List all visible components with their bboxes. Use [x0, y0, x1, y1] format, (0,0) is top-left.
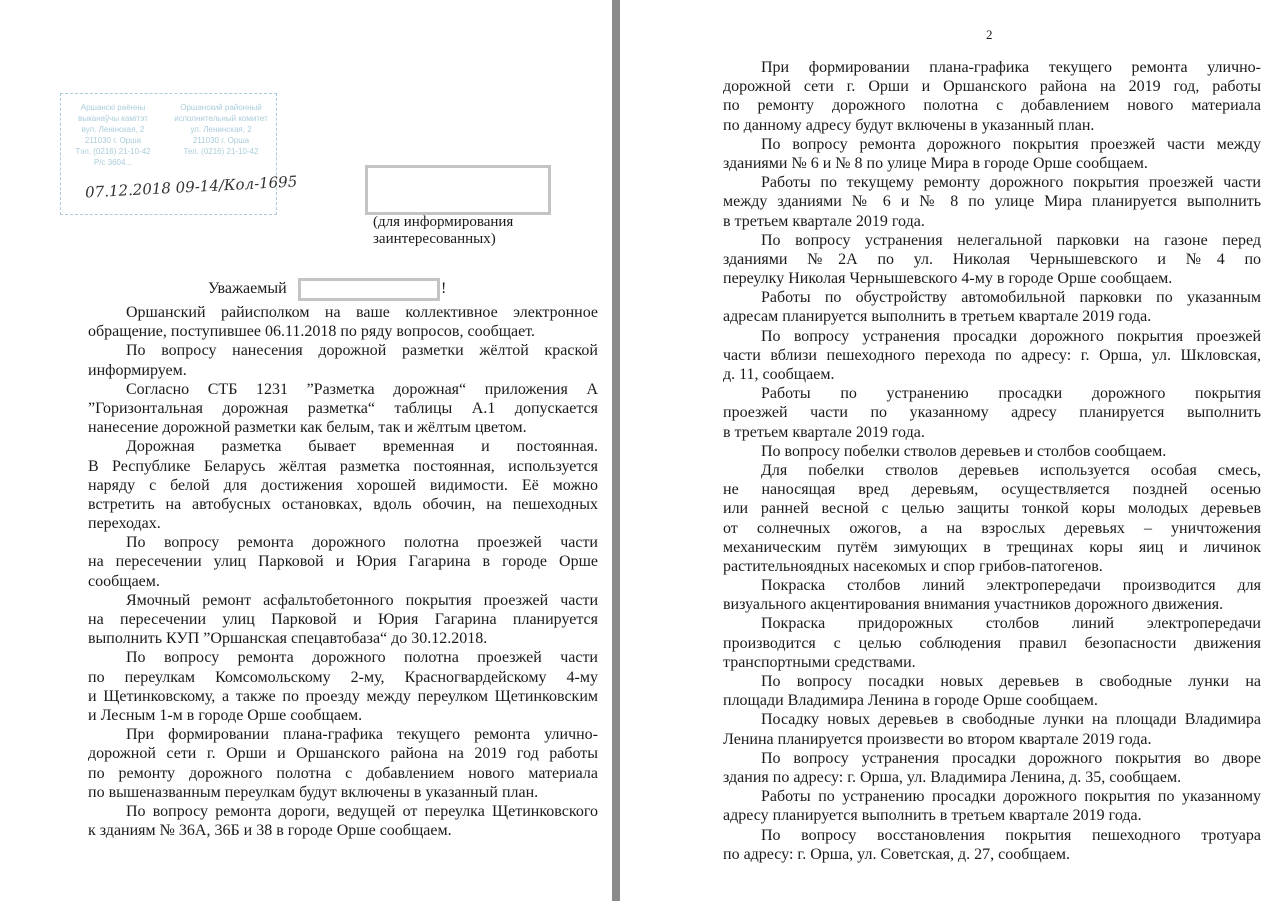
paragraph	[88, 533, 598, 591]
text-line: адресу планируется выполнить в третьем квартале 2019 года.	[723, 807, 1142, 825]
text-line: наряду с белой для достижения хорошей видимости. Её можно	[88, 476, 598, 494]
text-line: по ремонту дорожного полотна с добавлением нового материала	[88, 764, 598, 782]
document-page-1	[0, 0, 612, 901]
recipient-note-line: заинтересованных)	[373, 231, 496, 247]
paragraph	[723, 710, 1261, 748]
text-line: Работы по устранению просадки дорожного покрытия по указанному	[761, 788, 1261, 806]
text-line: Согласно СТБ 1231 ”Разметка дорожная“ приложения А	[126, 380, 598, 398]
text-line: По вопросу устранения просадки дорожного покрытия во дворе	[761, 749, 1261, 767]
text-line: от солнечных ожогов, а на взрослых деревьях – уничтожения	[723, 519, 1261, 537]
paragraph	[723, 461, 1261, 576]
text-line: ”Горизонтальная дорожная разметка“ таблицы А.1 допускается	[88, 399, 598, 417]
text-line: переходах.	[88, 515, 161, 533]
greeting: Уважаемый	[208, 280, 287, 297]
text-line: адресам планируется выполнить в третьем квартале 2019 года.	[723, 308, 1152, 326]
text-line: По вопросу посадки новых деревьев в свободные лунки на	[761, 673, 1261, 690]
text-line: Дорожная разметка бывает временная и постоянная.	[126, 438, 598, 456]
paragraph	[723, 231, 1261, 289]
stamp-left-column	[63, 102, 163, 168]
greeting-end: !	[441, 280, 447, 297]
text-line: Покраска придорожных столбов линий электропередачи	[761, 615, 1261, 633]
text-line: проезжей части по указанному адресу планируется выполнить	[723, 404, 1261, 422]
paragraph	[723, 173, 1261, 231]
page-number: 2	[986, 27, 993, 42]
text-line: По вопросу устранения просадки дорожного покрытия проезжей	[761, 327, 1261, 345]
text-line: на пересечении улиц Парковой и Юрия Гагарина в городе Орше	[88, 553, 598, 571]
paragraph	[723, 826, 1261, 864]
paragraph	[88, 725, 598, 802]
text-line: транспортными средствами.	[723, 653, 916, 671]
text-line: При формировании плана-графика текущего ремонта улично-	[761, 59, 1261, 76]
redacted-recipient-name	[298, 278, 440, 301]
text-line: По вопросу восстановления покрытия пешеходного тротуара	[761, 826, 1261, 844]
text-line: В Республике Беларусь жёлтая разметка постоянная, используется	[88, 457, 598, 475]
text-line: зданиями №2А по ул. Николая Чернышевского и №4 по	[723, 250, 1261, 268]
paragraph	[723, 787, 1261, 825]
text-line: выполнить КУП ”Оршанская спецавтобаза“ до 30.12.2018.	[88, 630, 488, 648]
paragraph	[723, 749, 1261, 787]
text-line: Оршанский райисполком на ваше коллективное электронное	[126, 304, 598, 321]
paragraph	[723, 614, 1261, 672]
paragraph	[723, 135, 1261, 173]
text-line: растительноядных насекомых и спор грибов-патогенов.	[723, 557, 1103, 575]
text-line: По вопросу ремонта дорожного покрытия проезжей части между	[761, 135, 1261, 153]
stamp-line: выканаўчы камітэт	[78, 114, 148, 123]
paragraph	[723, 327, 1261, 385]
text-line: по адресу: г. Орша, ул. Советская, д. 27, сообщаем.	[723, 845, 1070, 863]
text-line: дорожной сети г. Орши и Оршанского района на 2019 год работы	[88, 745, 598, 763]
paragraph	[723, 288, 1261, 326]
text-line: По вопросу устранения нелегальной парковки на газоне перед	[761, 231, 1261, 249]
letter-body	[88, 303, 598, 840]
text-line: по переулкам Комсомольскому 2-му, Красногвардейскому 4-му	[88, 668, 598, 686]
text-line: в третьем квартале 2019 года.	[723, 423, 925, 441]
text-line: дорожной сети г. Орши и Оршанского района на 2019 год, работы	[723, 78, 1261, 96]
text-line: по данному адресу будут включены в указанный план.	[723, 116, 1095, 134]
text-line: не наносящая вред деревьям, осуществляется поздней осенью	[723, 481, 1261, 499]
stamp-line: 211030 г. Орша	[84, 136, 142, 145]
text-line: При формировании плана-графика текущего ремонта улично-	[126, 726, 598, 744]
document-page-2	[620, 0, 1280, 901]
paragraph	[88, 380, 598, 438]
stamp-line: Тел. (0216) 21-10-42	[183, 147, 259, 156]
text-line: в третьем квартале 2019 года.	[723, 212, 925, 230]
recipient-note-line: (для информирования	[373, 214, 514, 230]
paragraph	[723, 58, 1261, 135]
stamp-right-column	[171, 102, 271, 157]
text-line: По вопросу ремонта дорожного полотна проезжей части	[126, 649, 598, 667]
text-line: По вопросу ремонта дорожного полотна проезжей части	[126, 534, 598, 552]
paragraph	[723, 576, 1261, 614]
text-line: между зданиями № 6 и № 8 по улице Мира планируется выполнить	[723, 193, 1261, 211]
paragraph	[88, 437, 598, 533]
text-line: Работы по обустройству автомобильной парковки по указанным	[761, 289, 1261, 307]
text-line: Ямочный ремонт асфальтобетонного покрытия проезжей части	[126, 591, 598, 609]
text-line: к зданиям № 36А, 36Б и 38 в городе Орше сообщаем.	[88, 822, 452, 840]
stamp-line: ул. Ленинская, 2	[190, 125, 252, 134]
text-line: визуального акцентирования внимания участников дорожного движения.	[723, 596, 1224, 614]
paragraph	[88, 648, 598, 725]
text-line: Для побелки стволов деревьев используется особая смесь,	[761, 461, 1261, 479]
paragraph	[88, 802, 598, 840]
paragraph	[88, 591, 598, 649]
text-line: нанесение дорожной разметки как белым, так и жёлтым цветом.	[88, 419, 527, 437]
text-line: части вблизи пешеходного перехода по адресу: г. Орша, ул. Шкловская,	[723, 346, 1261, 364]
letter-body-continued	[723, 58, 1261, 864]
text-line: информируем.	[88, 361, 187, 379]
stamp-line: вул. Ленінская, 2	[81, 125, 145, 134]
text-line: Работы по устранению просадки дорожного покрытия	[761, 385, 1261, 403]
text-line: площади Владимира Ленина в городе Орше сообщаем.	[723, 692, 1098, 710]
text-line: По вопросу ремонта дороги, ведущей от переулка Щетинковского	[126, 802, 598, 820]
text-line: переулку Николая Чернышевского 4-му в городе Орше сообщаем.	[723, 270, 1173, 288]
handwritten-registration-number: 07.12.2018 09-14/Кол-1695	[84, 172, 298, 202]
text-line: Посадку новых деревьев в свободные лунки на площади Владимира	[761, 711, 1261, 729]
text-line: встретить на автобусных остановках, вдоль обочин, на пешеходных	[88, 495, 598, 513]
text-line: зданиями № 6 и № 8 по улице Мира в городе Орше сообщаем.	[723, 154, 1148, 172]
text-line: Покраска столбов линий электропередачи производится для	[761, 577, 1261, 595]
text-line: Работы по текущему ремонту дорожного покрытия проезжей части	[761, 174, 1261, 192]
paragraph	[723, 384, 1261, 442]
text-line: обращение, поступившее 06.11.2018 по ряду вопросов, сообщает.	[88, 323, 536, 341]
stamp-line: Оршанский районный	[180, 103, 262, 112]
stamp-line: Р/с 3604...	[93, 158, 133, 167]
stamp-line: 211030 г. Орша	[192, 136, 250, 145]
stamp-line: Аршанскі раённы	[80, 103, 146, 112]
paragraph	[723, 672, 1261, 710]
redacted-recipient-address	[365, 165, 551, 215]
text-line: на пересечении улиц Парковой и Юрия Гагарина планируется	[88, 611, 598, 628]
text-line: По вопросу побелки стволов деревьев и столбов сообщаем.	[761, 442, 1167, 460]
text-line: сообщаем.	[88, 572, 160, 590]
text-line: Ленина планируется произвести во втором квартале 2019 года.	[723, 730, 1152, 748]
text-line: и Щетинковскому, а также по проезду между переулком Щетинковским	[88, 687, 598, 705]
recipient-note	[373, 214, 513, 248]
text-line: д. 11, сообщаем.	[723, 366, 835, 383]
stamp-line: исполнительный комитет	[174, 114, 268, 123]
text-line: механическим путём зимующих в трещинах коры яиц и личинок	[723, 538, 1261, 556]
text-line: по ремонту дорожного полотна с добавлением нового материала	[723, 97, 1261, 115]
text-line: здания по адресу: г. Орша, ул. Владимира Ленина, д. 35, сообщаем.	[723, 768, 1182, 786]
text-line: или ранней весной с целью защиты тонкой коры молодых деревьев	[723, 500, 1261, 518]
paragraph	[88, 303, 598, 341]
text-line: и Лесным 1-м в городе Орше сообщаем.	[88, 706, 363, 724]
text-line: по вышеназванным переулкам будут включены в указанный план.	[88, 783, 539, 801]
stamp-line: Тэл. (0216) 21-10-42	[75, 147, 151, 156]
paragraph	[88, 341, 598, 379]
text-line: По вопросу нанесения дорожной разметки жёлтой краской	[126, 342, 598, 360]
paragraph	[723, 442, 1261, 461]
text-line: производится с целью соблюдения правил безопасности движения	[723, 634, 1261, 652]
